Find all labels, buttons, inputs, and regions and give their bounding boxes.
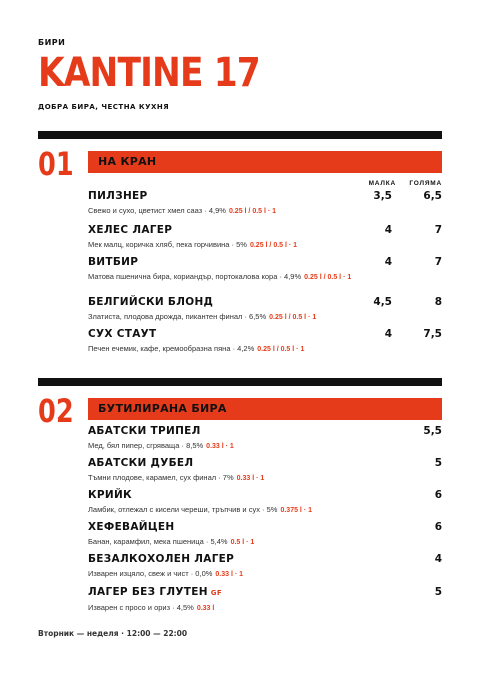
item-name: БЕЗАЛКОХОЛЕН ЛАГЕР [88,553,235,565]
item-sizes: 0.25 l / 0.5 l · 1 [269,314,317,321]
item-sizes: 0.33 l · 1 [215,571,244,578]
gluten-free-badge: GF [210,589,222,597]
menu-item [88,521,442,549]
item-price: 6 [434,489,442,501]
item-price: 5 [434,457,442,469]
menu-header [38,38,442,111]
price-large: 6,5 [423,190,442,202]
opening-hours: Вторник — неделя · 12:00 — 22:00 [38,629,188,638]
divider-rule [38,378,442,386]
item-price: 5,5 [423,425,442,437]
price-large: 7,5 [423,328,442,340]
item-name: АБАТСКИ ДУБЕЛ [88,457,194,469]
item-price: 6 [434,521,442,533]
item-desc-text: Изварен с просо и ориз · 4,5% [88,603,194,612]
item-name: КРИЙК [88,489,132,501]
menu-item [88,328,442,356]
item-sizes: 0.5 l · 1 [230,539,255,546]
menu-item [88,553,442,581]
section-title-bar: НА КРАН [88,151,442,173]
price-large: 8 [434,296,442,308]
price-small: 4 [384,256,392,268]
item-desc-text: Банан, карамфил, мека пшеница · 5,4% [88,537,228,546]
price-small: 4 [384,224,392,236]
divider-rule [38,131,442,139]
item-sizes: 0.25 l / 0.5 l · 1 [257,346,305,353]
menu-kicker: БИРИ [38,38,66,47]
item-name: АБАТСКИ ТРИПЕЛ [88,425,201,437]
item-description [88,271,378,284]
price-small: 4 [384,328,392,340]
item-desc-text: Златиста, плодова дрожда, пикантен финал · 6,5% [88,312,267,321]
section-number: 02 [38,392,74,430]
item-name: ХЕЛЕС ЛАГЕР [88,224,173,236]
item-price: 4 [434,553,442,565]
column-small-label: МАЛКА [368,180,396,187]
price-large: 7 [434,256,442,268]
brand-tagline: ДОБРА БИРА, ЧЕСТНА КУХНЯ [38,103,170,111]
item-desc-text: Мек малц, коричка хляб, пека горчивина · 5% [88,240,247,249]
item-name-row [88,586,442,600]
item-sizes: 0.25 l / 0.5 l · 1 [304,274,352,281]
price-column-headers [88,180,442,190]
item-name: ХЕФЕВАЙЦЕН [88,521,175,533]
item-name: СУХ СТАУТ [88,328,157,340]
item-desc-text: Свежо и сухо, цветист хмел сааз · 4,9% [88,206,226,215]
item-description [88,602,378,615]
item-desc-text: Ламбик, отлежал с кисели череши, тръпчив и сух · 5% [88,505,278,514]
item-name: ВИТБИР [88,256,139,268]
item-desc-text: Печен ечемик, кафе, кремообразна пяна · 4,2% [88,344,255,353]
price-small: 4,5 [373,296,392,308]
item-desc-text: Матова пшенична бира, кориандър, портокалова кора · 4,9% [88,272,302,281]
section-number: 01 [38,145,74,183]
item-name: БЕЛГИЙСКИ БЛОНД [88,296,214,308]
item-description [88,239,378,252]
menu-item [88,457,442,485]
item-desc-text: Изварен изцяло, свеж и чист · 0,0% [88,569,213,578]
item-name: ЛАГЕР БЕЗ ГЛУТЕН [88,586,208,598]
menu-item [88,425,442,453]
item-desc-text: Тъмни плодове, карамел, сух финал · 7% [88,473,234,482]
menu-item [88,256,442,284]
item-description [88,504,378,517]
menu-item [88,190,442,218]
item-sizes: 0.25 l / 0.5 l · 1 [228,208,277,215]
brand-title: KANTINE 17 [38,50,260,96]
menu-item [88,489,442,517]
item-sizes: 0.33 l · 1 [236,475,265,482]
item-description [88,536,378,549]
section-title-bar: БУТИЛИРАНА БИРА [88,398,442,420]
item-sizes: 0.33 l · 1 [206,443,234,450]
price-small: 3,5 [373,190,392,202]
menu-item [88,586,442,615]
item-name: ПИЛЗНЕР [88,190,148,202]
item-price: 5 [434,586,442,598]
item-description [88,440,378,453]
column-large-label: ГОЛЯМА [409,180,442,187]
item-description [88,311,378,324]
item-sizes: 0.25 l / 0.5 l · 1 [249,242,298,249]
menu-item [88,224,442,252]
item-description [88,343,378,356]
item-description [88,568,378,581]
price-large: 7 [434,224,442,236]
item-desc-text: Мед, бял пипер, сгряваща · 8,5% [88,441,204,450]
item-description [88,205,378,218]
item-sizes: 0.375 l · 1 [280,507,312,514]
item-sizes: 0.33 l [196,605,215,612]
menu-item [88,296,442,324]
item-description [88,472,378,485]
